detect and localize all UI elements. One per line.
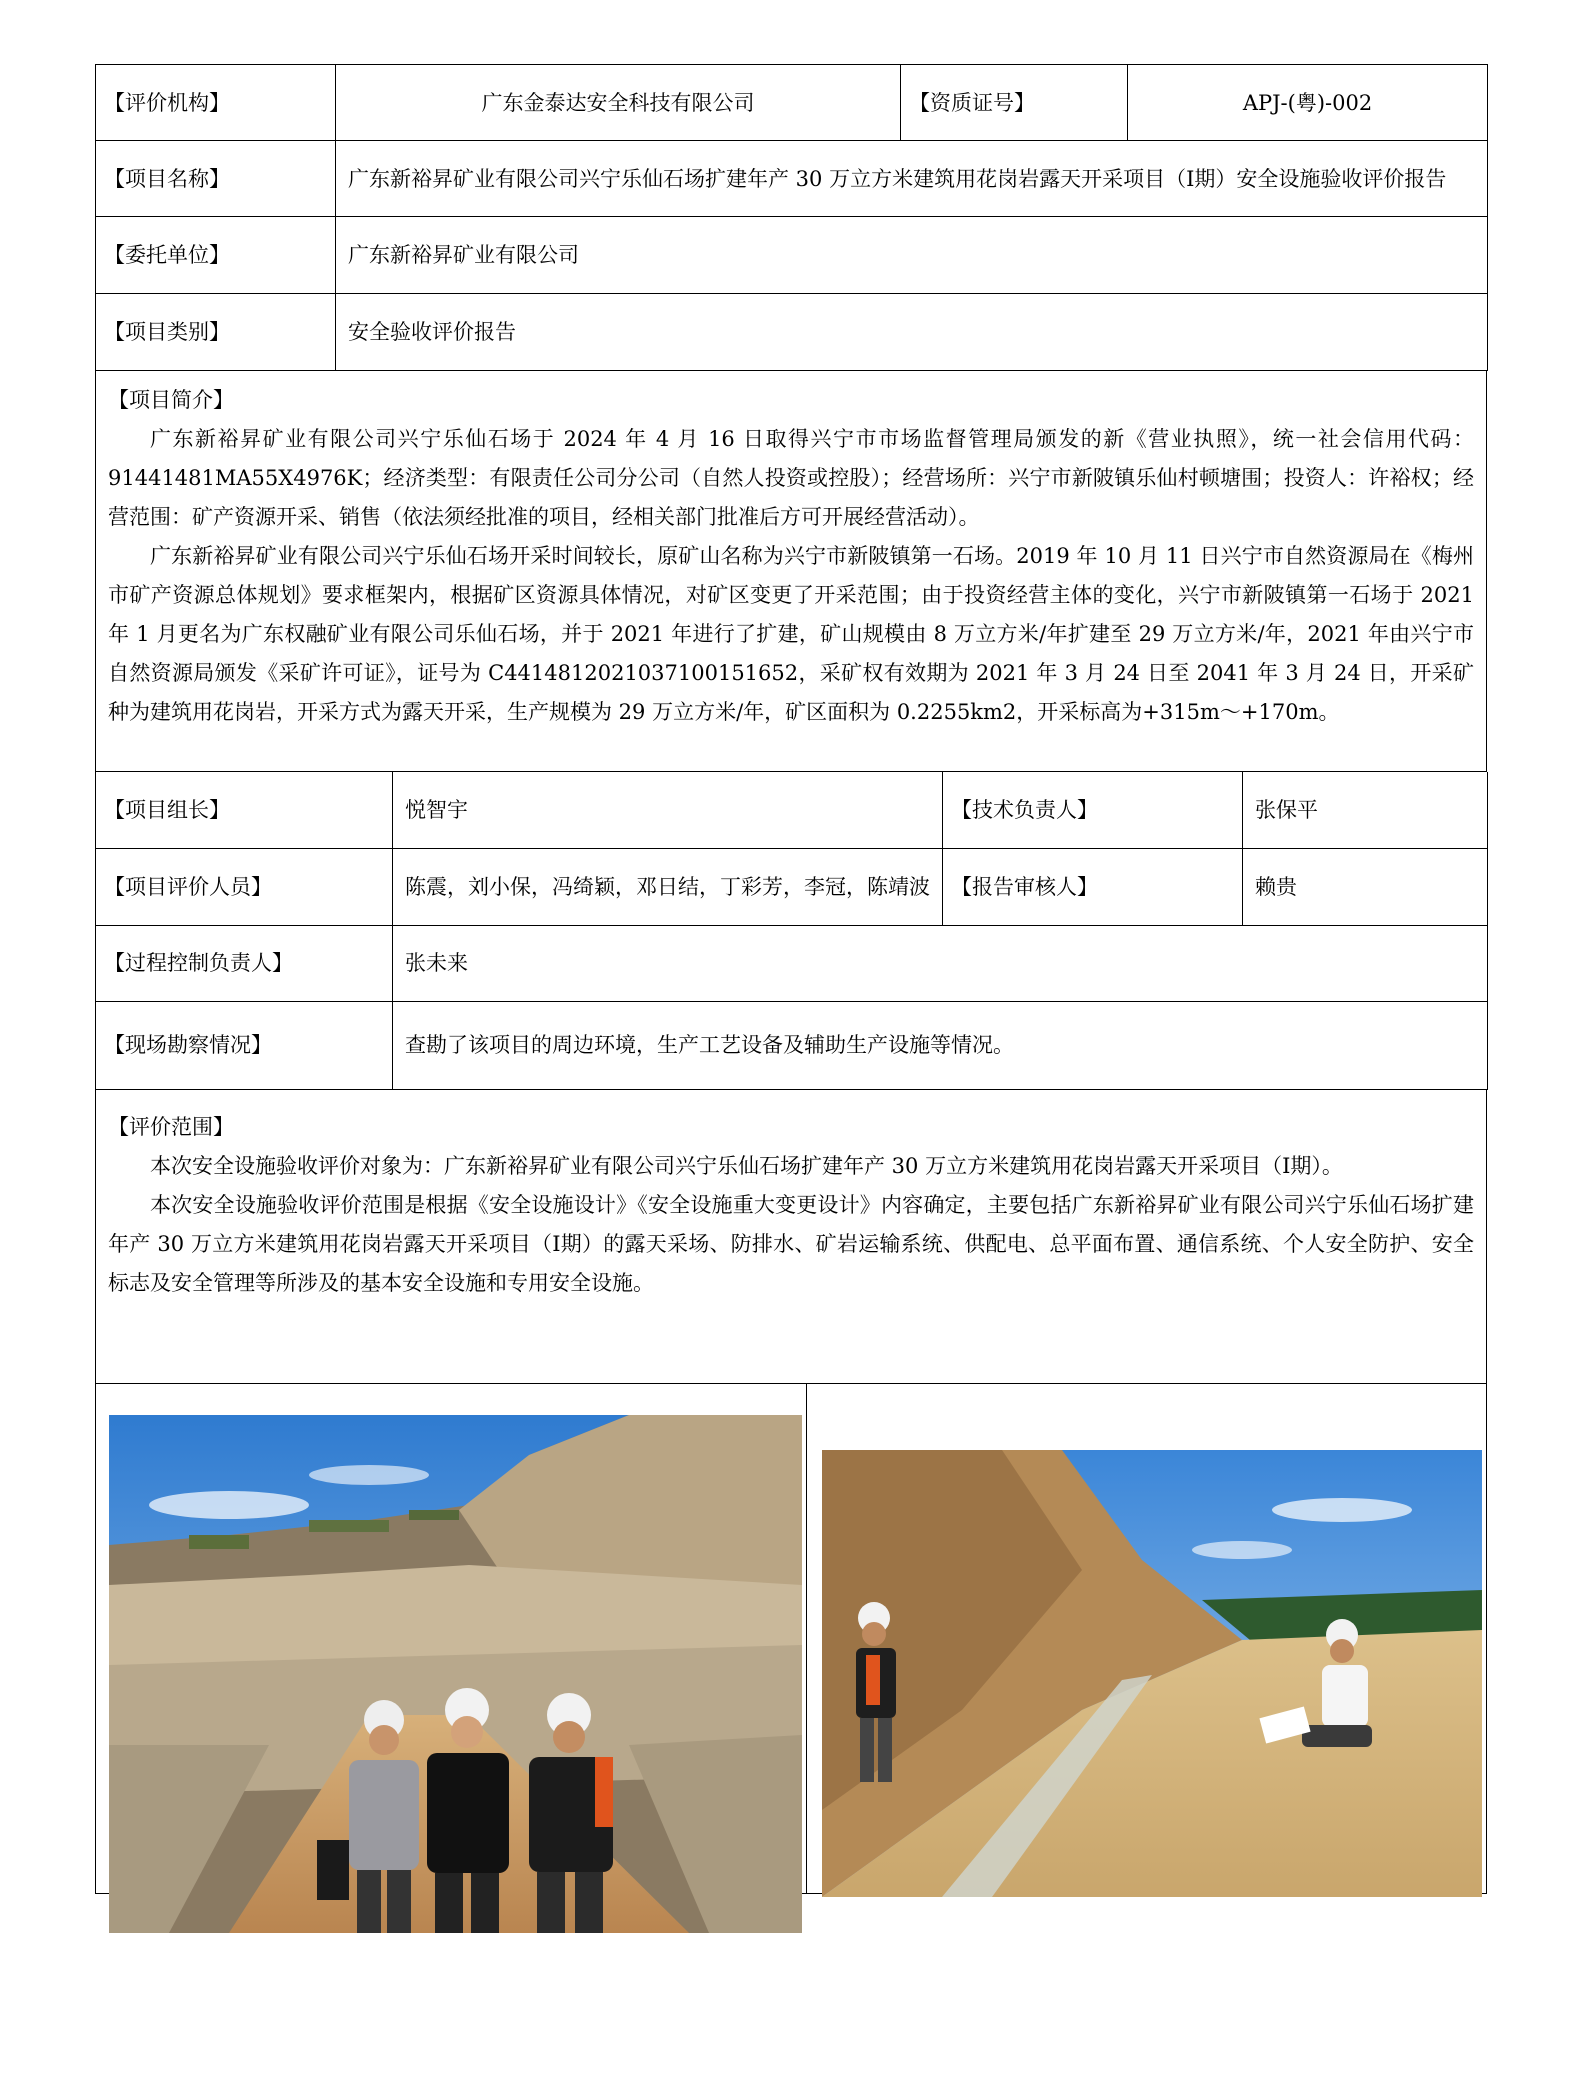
- project-name-label: 【项目名称】: [96, 141, 336, 217]
- process-control-label: 【过程控制负责人】: [96, 925, 393, 1001]
- header-table: [95, 64, 1488, 371]
- site-photo-slope-inspection: [822, 1450, 1482, 1897]
- reviewer-label: 【报告审核人】: [943, 848, 1243, 925]
- org-label: 【评价机构】: [96, 65, 336, 141]
- project-name-value: 广东新裕昇矿业有限公司兴宁乐仙石场扩建年产 30 万立方米建筑用花岗岩露天开采项目（Ⅰ期）安全设施验收评价报告: [336, 141, 1488, 217]
- site-photos-section: [95, 1384, 1487, 1894]
- evaluation-scope-section: [95, 1090, 1487, 1384]
- client-value: 广东新裕昇矿业有限公司: [336, 217, 1488, 294]
- leader-label: 【项目组长】: [96, 772, 393, 848]
- scope-paragraph-1: 本次安全设施验收评价对象为：广东新裕昇矿业有限公司兴宁乐仙石场扩建年产 30 万立方米建筑用花岗岩露天开采项目（Ⅰ期）。: [150, 1153, 1343, 1178]
- client-row: [96, 217, 1488, 294]
- site-survey-label: 【现场勘察情况】: [96, 1001, 393, 1089]
- team-table: [95, 772, 1488, 1090]
- evaluators-value: 陈震，刘小保，冯绮颖，邓日结，丁彩芳，李冠，陈靖波: [393, 848, 943, 925]
- scope-paragraph-2: 本次安全设施验收评价范围是根据《安全设施设计》《安全设施重大变更设计》内容确定，主要包括广东新裕昇矿业有限公司兴宁乐仙石场扩建年产 30 万立方米建筑用花岗岩露天开采项目（Ⅰ期）的露天采场、防排水、矿岩运输系统、供配电、总平面布置、通信系统、个人安全防护、安全标志及安全管理等所涉及的基本安全设施和专用安全设施。: [108, 1192, 1474, 1295]
- project-name-row: [96, 141, 1488, 217]
- client-label: 【委托单位】: [96, 217, 336, 294]
- evaluation-report-page: [95, 64, 1487, 1894]
- tech-lead-value: 张保平: [1243, 772, 1488, 848]
- process-control-value: 张未来: [393, 925, 1488, 1001]
- evaluators-label: 【项目评价人员】: [96, 848, 393, 925]
- evaluators-row: [96, 848, 1488, 925]
- org-row: [96, 65, 1488, 141]
- photo-divider: [806, 1384, 807, 1893]
- cert-value: APJ-(粤)-002: [1128, 65, 1488, 141]
- category-label: 【项目类别】: [96, 294, 336, 371]
- org-value: 广东金泰达安全科技有限公司: [336, 65, 901, 141]
- process-control-row: [96, 925, 1488, 1001]
- cert-label: 【资质证号】: [901, 65, 1128, 141]
- scope-heading: 【评价范围】: [108, 1114, 234, 1139]
- intro-paragraph-1: 广东新裕昇矿业有限公司兴宁乐仙石场于 2024 年 4 月 16 日取得兴宁市市场监督管理局颁发的新《营业执照》，统一社会信用代码：91441481MA55X4976K；经济类型：有限责任公司分公司（自然人投资或控股）；经营场所：兴宁市新陂镇乐仙村顿塘围；投资人：许裕权；经营范围：矿产资源开采、销售（依法须经批准的项目，经相关部门批准后方可开展经营活动）。: [108, 427, 1474, 529]
- category-row: [96, 294, 1488, 371]
- site-survey-value: 查勘了该项目的周边环境，生产工艺设备及辅助生产设施等情况。: [393, 1001, 1488, 1089]
- intro-paragraph-2: 广东新裕昇矿业有限公司兴宁乐仙石场开采时间较长，原矿山名称为兴宁市新陂镇第一石场。2019 年 10 月 11 日兴宁市自然资源局在《梅州市矿产资源总体规划》要求框架内，根据矿区资源具体情况，对矿区变更了开采范围；由于投资经营主体的变化，兴宁市新陂镇第一石场于 2021 年 1 月更名为广东权融矿业有限公司乐仙石场，并于 2021 年进行了扩建，矿山规模由 8 万立方米/年扩建至 29 万立方米/年，2021 年由兴宁市自然资源局颁发《采矿许可证》，证号为 C4414812021037100151652，采矿权有效期为 2021 年 3 月 24 日至 2041 年 3 月 24 日，开采矿种为建筑用花岗岩，开采方式为露天开采，生产规模为 29 万立方米/年，矿区面积为 0.2255km2，开采标高为+315m～+170m。: [108, 544, 1474, 724]
- site-photo-team-on-road: [109, 1415, 802, 1933]
- tech-lead-label: 【技术负责人】: [943, 772, 1243, 848]
- project-intro-section: [95, 371, 1487, 772]
- intro-heading: 【项目简介】: [108, 388, 234, 412]
- leader-row: [96, 772, 1488, 848]
- leader-value: 悦智宇: [393, 772, 943, 848]
- reviewer-value: 赖贵: [1243, 848, 1488, 925]
- category-value: 安全验收评价报告: [336, 294, 1488, 371]
- site-survey-row: [96, 1001, 1488, 1089]
